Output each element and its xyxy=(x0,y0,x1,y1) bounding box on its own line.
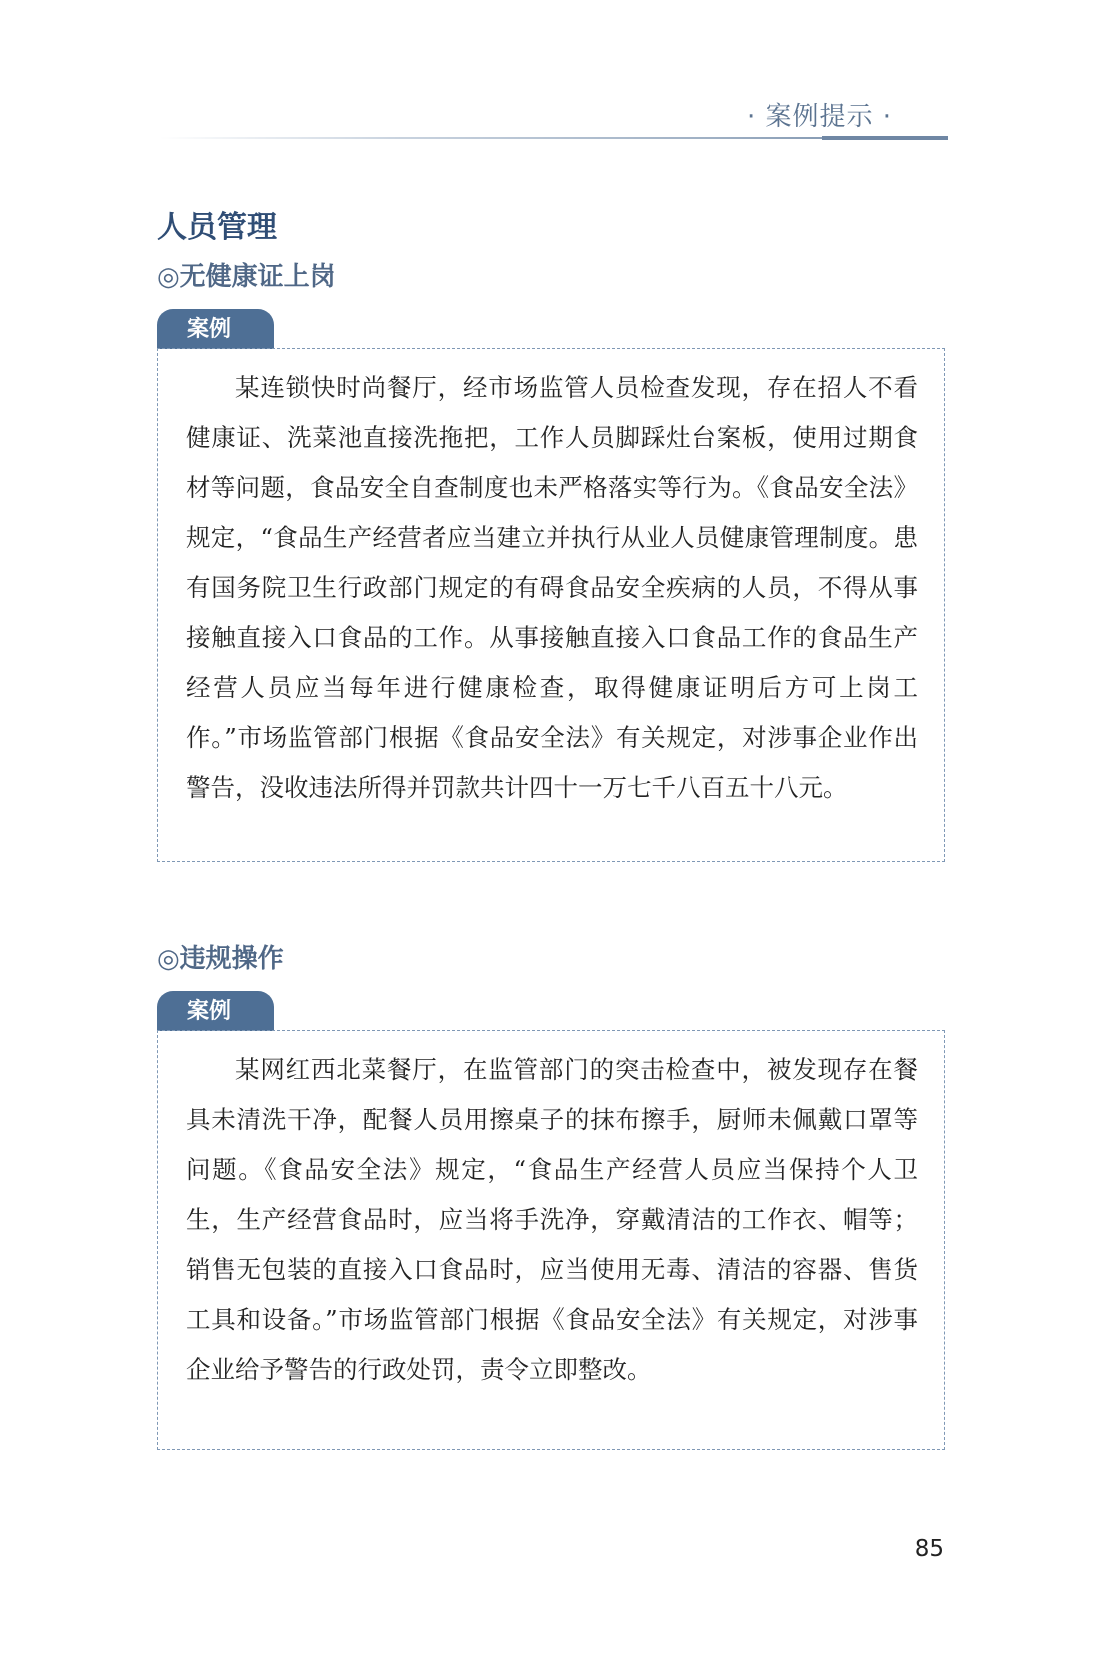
case-1-subtitle: ◎无健康证上岗 xyxy=(157,262,336,292)
page-number: 85 xyxy=(914,1536,944,1562)
case-1-box xyxy=(157,348,945,862)
case-2-box xyxy=(157,1030,945,1450)
header-label: · 案例提示 · xyxy=(746,102,892,132)
header-rule-accent xyxy=(822,136,948,140)
section-title: 人员管理 xyxy=(157,210,277,245)
case-2-subtitle: ◎违规操作 xyxy=(157,944,284,974)
case-2-text: 某网红西北菜餐厅，在监管部门的突击检查中，被发现存在餐具未清洗干净，配餐人员用擦桌子的抹布擦手，厨师未佩戴口罩等问题。《食品安全法》规定，“食品生产经营人员应当保持个人卫生，生产经营食品时，应当将手洗净，穿戴清洁的工作衣、帽等；销售无包装的直接入口食品时，应当使用无毒、清洁的容器、售货工具和设备。”市场监管部门根据《食品安全法》有关规定，对涉事企业给予警告的行政处罚，责令立即整改。 xyxy=(186,1055,918,1384)
case-1-tab: 案例 xyxy=(157,309,274,349)
case-1-text: 某连锁快时尚餐厅，经市场监管人员检查发现，存在招人不看健康证、洗菜池直接洗拖把，工作人员脚踩灶台案板，使用过期食材等问题，食品安全自查制度也未严格落实等行为。《食品安全法》规定，“食品生产经营者应当建立并执行从业人员健康管理制度。患有国务院卫生行政部门规定的有碍食品安全疾病的人员，不得从事接触直接入口食品的工作。从事接触直接入口食品工作的食品生产经营人员应当每年进行健康检查，取得健康证明后方可上岗工作。”市场监管部门根据《食品安全法》有关规定，对涉事企业作出警告，没收违法所得并罚款共计四十一万七千八百五十八元。 xyxy=(186,373,918,802)
case-2-tab: 案例 xyxy=(157,991,274,1031)
